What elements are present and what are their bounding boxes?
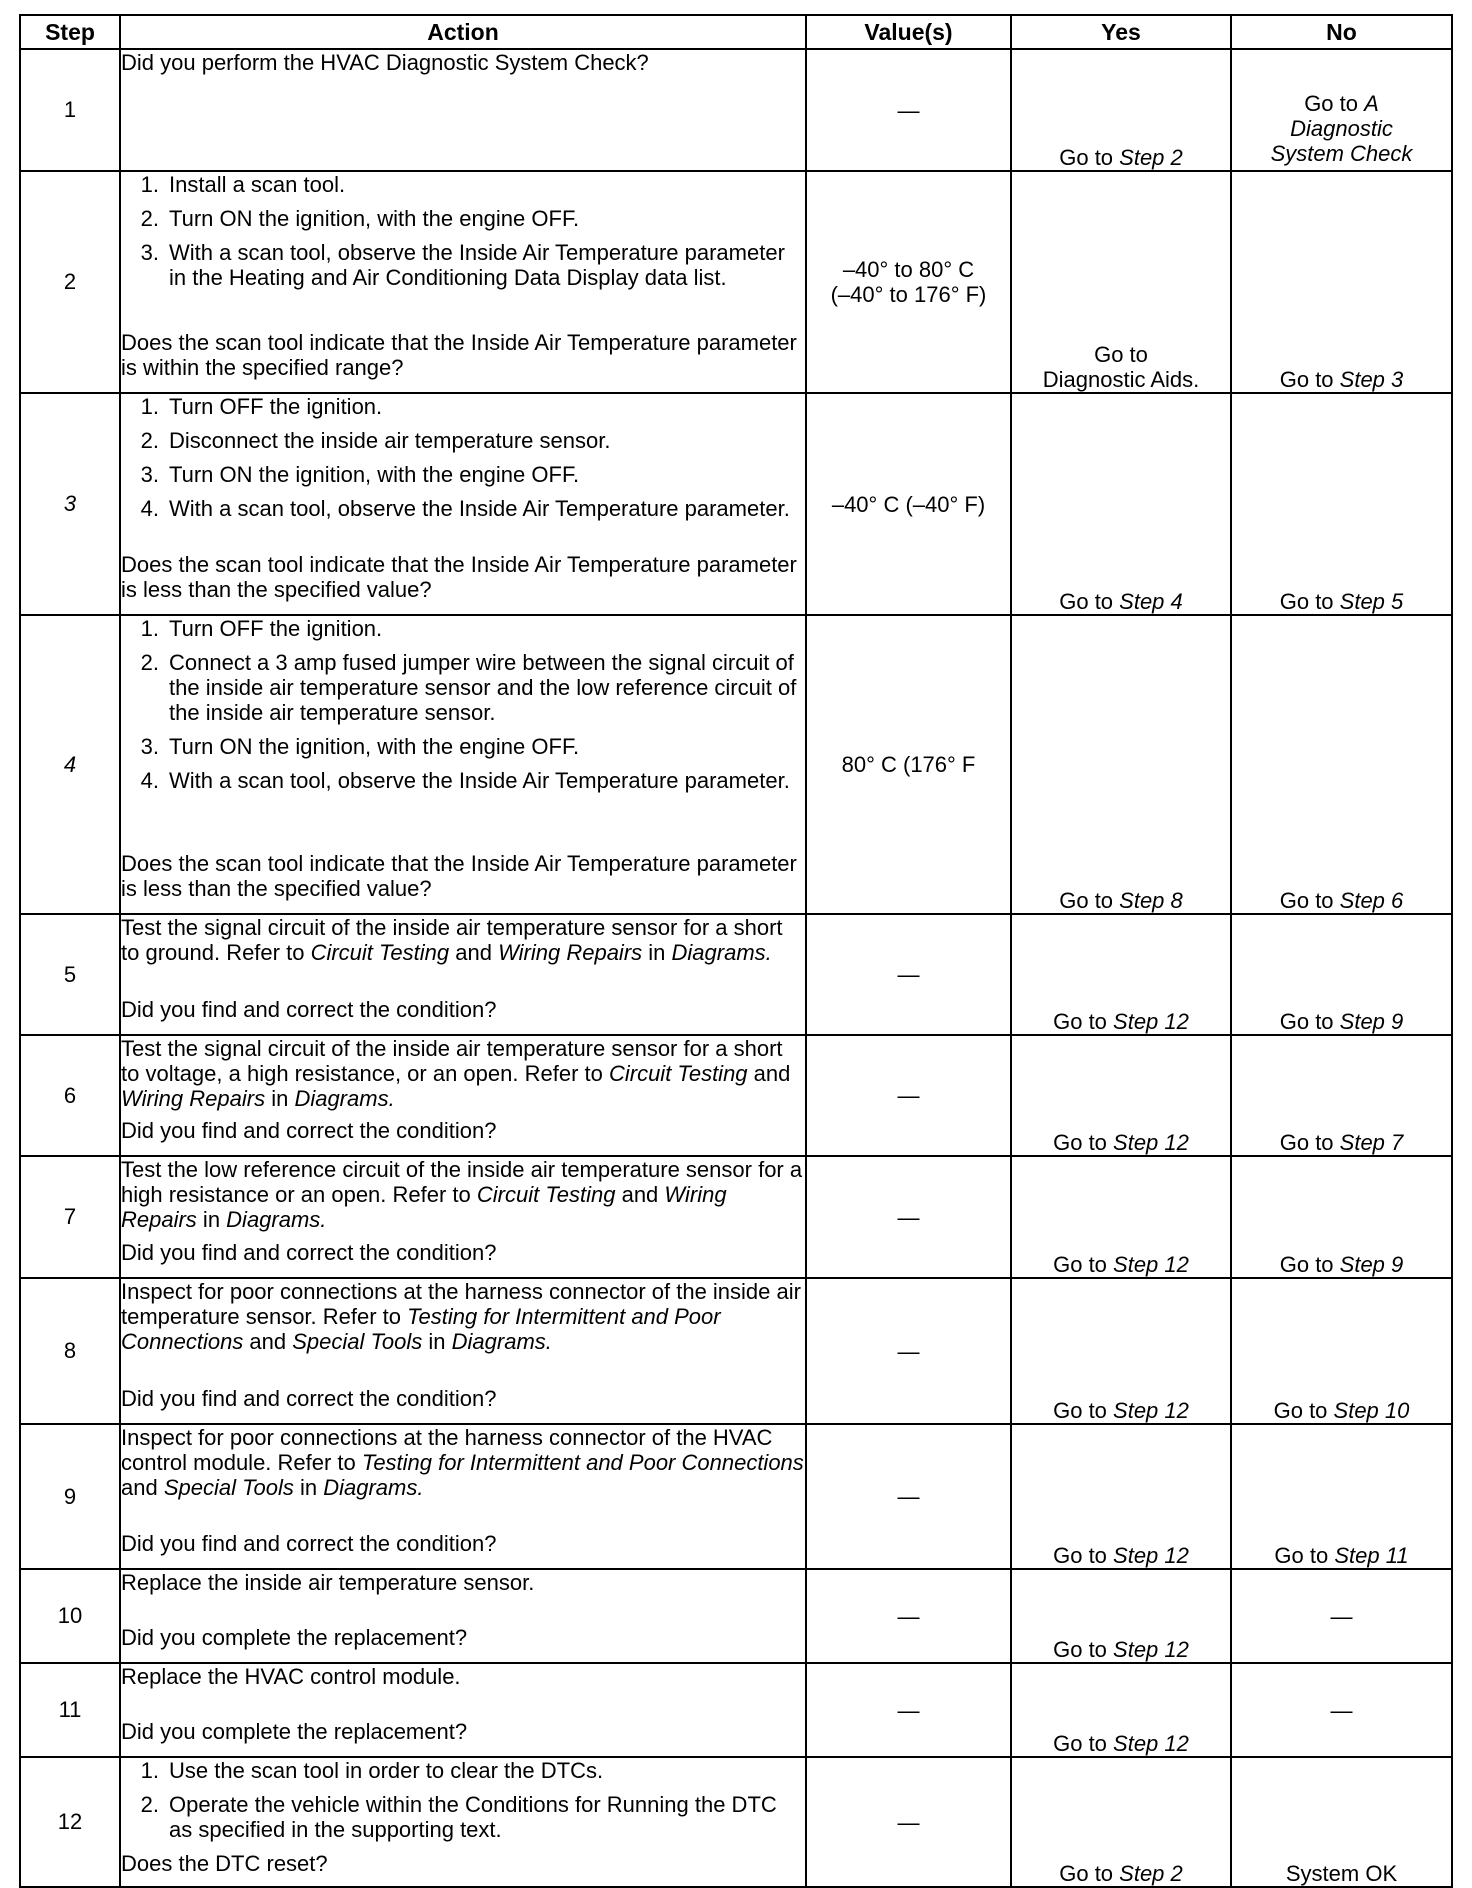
yes-line-1: Go to [1094, 342, 1148, 367]
yes-cell [1011, 914, 1231, 1035]
step-number: 4 [20, 615, 120, 914]
yes-step-link: Step 12 [1113, 1252, 1189, 1277]
step-number: 10 [20, 1569, 120, 1663]
table-row [20, 1569, 1452, 1663]
action-text: Test the signal circuit of the inside air temperature sensor for a short to voltage, a high resistance, or an open. Refer to Circuit Testing and Wiring Repairs in Diagrams. [121, 1036, 791, 1111]
yes-prefix: Go to [1053, 1252, 1114, 1277]
no-cell [1231, 1156, 1452, 1278]
header-step: Step [20, 15, 120, 49]
no-step-link: Step 3 [1339, 367, 1404, 392]
yes-cell [1011, 1035, 1231, 1156]
action-cell [120, 1757, 806, 1887]
action-question: Does the DTC reset? [121, 1851, 328, 1876]
no-cell [1231, 914, 1452, 1035]
header-row [20, 15, 1452, 49]
yes-line-2: Diagnostic Aids. [1042, 367, 1200, 392]
action-cell [120, 1663, 806, 1757]
table-row [20, 1663, 1452, 1757]
no-prefix: Go to [1279, 1252, 1340, 1277]
table-row [20, 615, 1452, 914]
action-cell [120, 393, 806, 615]
no-step-link: Step 10 [1333, 1398, 1410, 1423]
action-text: Replace the inside air temperature sensor. [121, 1570, 535, 1595]
header-values: Value(s) [806, 15, 1011, 49]
no-prefix: Go to [1279, 367, 1340, 392]
list-item: 4. With a scan tool, observe the Inside Air Temperature parameter. [140, 768, 790, 793]
list-item: 1. Turn OFF the ignition. [140, 616, 383, 641]
table-row [20, 1156, 1452, 1278]
table-row [20, 393, 1452, 615]
action-text: Replace the HVAC control module. [121, 1664, 461, 1689]
yes-cell [1011, 1569, 1231, 1663]
no-cell [1231, 1035, 1452, 1156]
list-item: 1. Turn OFF the ignition. [140, 394, 383, 419]
step-number: 9 [20, 1424, 120, 1569]
no-prefix: Go to [1279, 1130, 1340, 1155]
action-steps-list [121, 394, 805, 530]
no-step-link: Step 11 [1334, 1543, 1409, 1568]
yes-prefix: Go to [1059, 888, 1120, 913]
action-cell [120, 1424, 806, 1569]
action-text: Test the low reference circuit of the inside air temperature sensor for a high resistance or an open. Refer to Circuit Testing and Wiring Repairs in Diagrams. [121, 1157, 803, 1232]
no-step-link: Step 9 [1339, 1252, 1404, 1277]
yes-cell [1011, 1424, 1231, 1569]
value-cell: — [806, 1424, 1011, 1569]
action-text: Inspect for poor connections at the harness connector of the HVAC control module. Refer to Testing for Intermittent and Poor Connections and Special Tools in Diagrams. [121, 1425, 804, 1500]
value-cell: — [806, 1663, 1011, 1757]
yes-cell [1011, 615, 1231, 914]
yes-cell [1011, 1757, 1231, 1887]
action-question: Did you complete the replacement? [121, 1719, 468, 1744]
no-prefix: Go to [1274, 1543, 1335, 1568]
yes-step-link: Step 2 [1119, 145, 1183, 170]
action-question: Does the scan tool indicate that the Inside Air Temperature parameter is less than the specified value? [121, 552, 797, 602]
action-text: Test the signal circuit of the inside air temperature sensor for a short to ground. Refer to Circuit Testing and Wiring Repairs in Diagrams. [121, 915, 783, 965]
value-cell: — [806, 1757, 1011, 1887]
action-cell [120, 1035, 806, 1156]
yes-cell [1011, 393, 1231, 615]
step-number: 8 [20, 1278, 120, 1424]
action-question: Did you find and correct the condition? [121, 1386, 497, 1411]
action-steps-list [121, 172, 805, 299]
header-no: No [1231, 15, 1452, 49]
action-steps-list [121, 1758, 805, 1851]
list-item: 2. Connect a 3 amp fused jumper wire between the signal circuit of the inside air temperature sensor and the low reference circuit of the inside air temperature sensor. [140, 650, 797, 725]
yes-cell [1011, 49, 1231, 171]
header-action: Action [120, 15, 806, 49]
action-cell [120, 914, 806, 1035]
no-cell [1231, 1424, 1452, 1569]
value-cell: 80° C (176° F [806, 615, 1011, 914]
step-number: 6 [20, 1035, 120, 1156]
action-question: Did you find and correct the condition? [121, 1240, 497, 1265]
step-number: 12 [20, 1757, 120, 1887]
diagnostic-table [19, 14, 1453, 1888]
table-row [20, 1757, 1452, 1887]
yes-prefix: Go to [1059, 589, 1120, 614]
yes-prefix: Go to [1053, 1637, 1114, 1662]
no-prefix: Go to [1279, 589, 1340, 614]
value-cell: — [806, 1035, 1011, 1156]
yes-step-link: Step 12 [1113, 1731, 1189, 1756]
step-number: 5 [20, 914, 120, 1035]
action-cell [120, 1156, 806, 1278]
no-step-link: Step 9 [1339, 1009, 1404, 1034]
step-number: 3 [20, 393, 120, 615]
list-item: 1. Install a scan tool. [140, 172, 346, 197]
yes-step-link: Step 12 [1113, 1398, 1189, 1423]
yes-step-link: Step 12 [1113, 1637, 1189, 1662]
table-row [20, 1035, 1452, 1156]
action-cell [120, 1569, 806, 1663]
action-text: Inspect for poor connections at the harness connector of the inside air temperature sensor. Refer to Testing for Intermittent and Poor Connections and Special Tools in Diagrams. [121, 1279, 801, 1354]
action-question: Did you find and correct the condition? [121, 1118, 497, 1143]
no-step-link: Step 6 [1339, 888, 1404, 913]
yes-cell [1011, 1663, 1231, 1757]
action-cell [120, 1278, 806, 1424]
value-line-1: –40° to 80° C [842, 257, 975, 282]
table-row [20, 1278, 1452, 1424]
step-number: 7 [20, 1156, 120, 1278]
list-item: 2. Disconnect the inside air temperature sensor. [140, 428, 611, 453]
yes-prefix: Go to [1059, 145, 1120, 170]
no-step-link: Step 5 [1339, 589, 1404, 614]
list-item: 3. With a scan tool, observe the Inside Air Temperature parameter in the Heating and Air Conditioning Data Display data list. [140, 240, 785, 290]
yes-step-link: Step 2 [1119, 1861, 1183, 1886]
list-item: 2. Turn ON the ignition, with the engine OFF. [140, 206, 580, 231]
action-question: Did you find and correct the condition? [121, 997, 497, 1022]
list-item: 1. Use the scan tool in order to clear the DTCs. [140, 1758, 604, 1783]
action-text: Did you perform the HVAC Diagnostic System Check? [121, 50, 649, 75]
yes-prefix: Go to [1053, 1130, 1114, 1155]
diagnostic-table-sheet [19, 14, 1453, 1888]
value-cell: –40° C (–40° F) [806, 393, 1011, 615]
table-row [20, 914, 1452, 1035]
table-row [20, 1424, 1452, 1569]
action-question: Does the scan tool indicate that the Inside Air Temperature parameter is within the specified range? [121, 330, 797, 380]
step-number: 1 [20, 49, 120, 171]
no-prefix: Go to [1279, 888, 1340, 913]
no-step-link: Step 7 [1339, 1130, 1404, 1155]
yes-prefix: Go to [1053, 1398, 1114, 1423]
yes-cell [1011, 1156, 1231, 1278]
no-prefix: Go to [1279, 1009, 1340, 1034]
no-cell [1231, 393, 1452, 615]
value-line-2: (–40° to 176° F) [830, 282, 987, 307]
no-step-link: A Diagnostic System Check [1270, 91, 1413, 166]
list-item: 2. Operate the vehicle within the Conditions for Running the DTC as specified in the supporting text. [140, 1792, 777, 1842]
list-item: 3. Turn ON the ignition, with the engine OFF. [140, 462, 580, 487]
yes-step-link: Step 4 [1119, 589, 1183, 614]
table-row [20, 49, 1452, 171]
yes-prefix: Go to [1053, 1009, 1114, 1034]
no-cell [1231, 171, 1452, 393]
action-cell [120, 49, 806, 171]
no-prefix: Go to [1273, 1398, 1334, 1423]
list-item: 4. With a scan tool, observe the Inside Air Temperature parameter. [140, 496, 790, 521]
action-question: Did you find and correct the condition? [121, 1531, 497, 1556]
value-cell: — [806, 914, 1011, 1035]
value-cell: — [806, 1156, 1011, 1278]
no-cell [1231, 49, 1452, 171]
action-steps-list [121, 616, 805, 802]
value-cell [806, 171, 1011, 393]
table-row [20, 171, 1452, 393]
yes-step-link: Step 12 [1113, 1543, 1189, 1568]
yes-step-link: Step 8 [1119, 888, 1183, 913]
yes-cell [1011, 1278, 1231, 1424]
no-cell [1231, 615, 1452, 914]
no-prefix: Go to [1304, 91, 1365, 116]
action-question: Does the scan tool indicate that the Inside Air Temperature parameter is less than the specified value? [121, 851, 797, 901]
action-question: Did you complete the replacement? [121, 1625, 468, 1650]
yes-prefix: Go to [1053, 1731, 1114, 1756]
yes-step-link: Step 12 [1113, 1009, 1189, 1034]
header-yes: Yes [1011, 15, 1231, 49]
list-item: 3. Turn ON the ignition, with the engine OFF. [140, 734, 580, 759]
action-cell [120, 615, 806, 914]
no-cell: — [1231, 1663, 1452, 1757]
yes-prefix: Go to [1059, 1861, 1120, 1886]
value-cell: — [806, 49, 1011, 171]
yes-prefix: Go to [1053, 1543, 1114, 1568]
step-number: 11 [20, 1663, 120, 1757]
no-cell: — [1231, 1569, 1452, 1663]
no-cell: System OK [1231, 1757, 1452, 1887]
value-cell: — [806, 1278, 1011, 1424]
step-number: 2 [20, 171, 120, 393]
yes-cell [1011, 171, 1231, 393]
no-cell [1231, 1278, 1452, 1424]
value-cell: — [806, 1569, 1011, 1663]
yes-step-link: Step 12 [1113, 1130, 1189, 1155]
action-cell [120, 171, 806, 393]
